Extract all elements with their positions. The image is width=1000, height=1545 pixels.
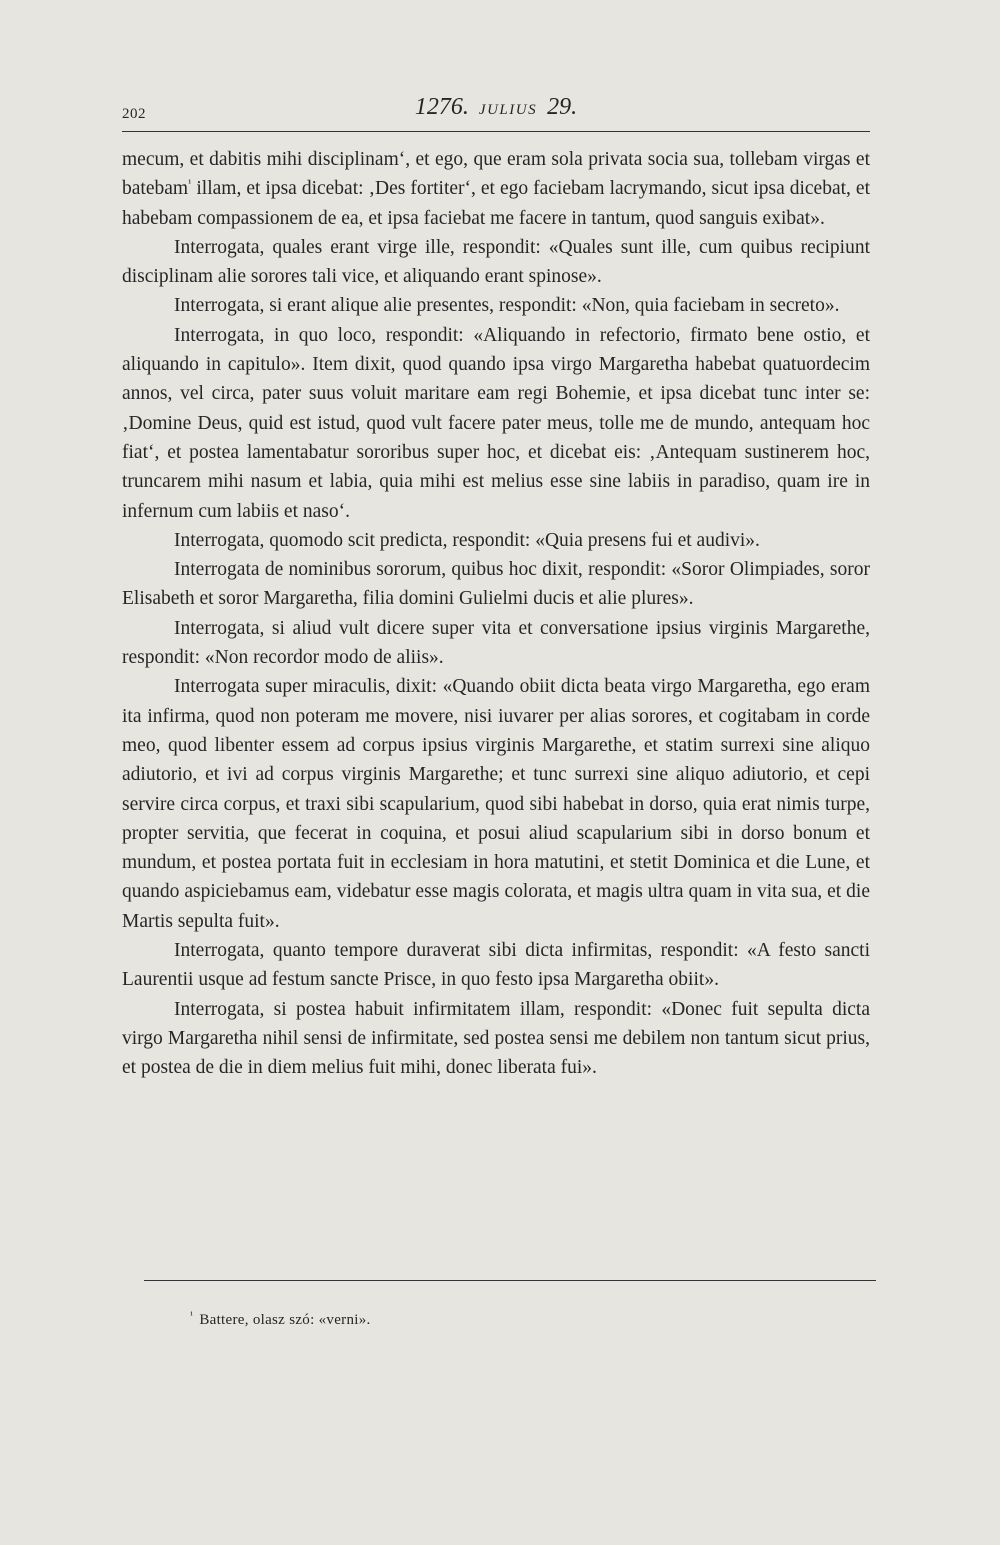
paragraph: Interrogata, si erant alique alie presentes, respondit: «Non, quia faciebam in secreto».	[174, 295, 840, 317]
paragraph: Interrogata, si aliud vult dicere super vita et conversatione ipsius virginis Margarethe, respondit: «Non recordor modo de aliis».	[122, 617, 870, 669]
paragraph: Interrogata, quomodo scit predicta, respondit: «Quia presens fui et audivi».	[174, 529, 760, 551]
paragraph-text: illam, et ipsa dicebat: ‚Des fortiter‘, et ego faciebam lacrymando, sicut ipsa dicebat, et habebam compassionem de ea, et ipsa faciebat me facere in tantum, quod sanguis exibat».	[122, 178, 870, 229]
paragraph: Interrogata, si postea habuit infirmitatem illam, respondit: «Donec fuit sepulta dicta virgo Margaretha nihil sensi de infirmitate, sed postea sensi me debilem non tantum sicut prius, et postea de die in diem melius fuit mihi, donec liberata fui».	[122, 998, 870, 1079]
footnote	[190, 1310, 371, 1329]
running-title	[122, 94, 870, 121]
running-title-day: 29.	[547, 94, 578, 120]
body-text	[122, 145, 870, 1083]
paragraph-text: mecum, et dabitis mihi disciplinam‘, et ego, que eram sola privata socia sua, tollebam virgas et batebam	[122, 149, 870, 200]
paragraph: Interrogata, quanto tempore duraverat sibi dicta infirmitas, respondit: «A festo sancti Laurentii usque ad festum sancte Prisce, in quo festo ipsa Margaretha obiit».	[122, 940, 870, 991]
footnote-marker: ¹	[190, 1310, 194, 1321]
paragraph	[122, 145, 870, 233]
page-number: 202	[122, 106, 146, 122]
footnote-rule	[144, 1280, 876, 1281]
header-rule	[122, 131, 870, 132]
page-header	[122, 92, 870, 132]
footnote-text: Battere, olasz szó: «verni».	[199, 1312, 371, 1328]
paragraph: Interrogata de nominibus sororum, quibus hoc dixit, respondit: «Soror Olimpiades, soror Elisabeth et soror Margaretha, filia domini Gulielmi ducis et alie plures».	[122, 559, 870, 610]
paragraph: Interrogata, in quo loco, respondit: «Aliquando in refectorio, firmato bene ostio, et aliquando in capitulo». Item dixit, quod quando ipsa virgo Margaretha habebat quatuordecim annos, vel circa, pater suus voluit maritare eam regi Bohemie, et ipsa dicebat tunc inter se: ‚Domine Deus, quid est istud, quod vult facere pater meus, tolle me de mundo, antequam hoc fiat‘, et postea lamentabatur sororibus super hoc, et dicebat eis: ‚Antequam sustinerem hoc, truncarem mihi nasum et labia, quia mihi est melius esse sine labiis in paradiso, quam ire in infernum cum labiis et naso‘.	[122, 324, 870, 522]
paragraph: Interrogata super miraculis, dixit: «Quando obiit dicta beata virgo Margaretha, ego eram ita infirma, quod non poteram me movere, nisi iuvarer per alias sorores, et cogitabam in corde meo, quod libenter essem ad corpus ipsius virginis Margarethe, et statim surrexi sine aliquo adiutorio, et ivi ad corpus virginis Margarethe; et tunc surrexi sine aliquo adiutorio, et cepi servire circa corpus, et traxi sibi scapularium, quod sibi habebat in dorso, quia erat nimis turpe, propter servitia, que fecerat in coquina, et posui aliud scapularium sibi in dorso bonum et mundum, et postea portata fuit in ecclesiam in hora matutini, et stetit Dominica et die Lune, et quando aspiciebamus eam, videbatur esse magis colorata, et magis ultra quam in vita sua, et die Martis sepulta fuit».	[122, 676, 870, 932]
footnote-reference: ¹	[188, 177, 192, 190]
running-title-year: 1276.	[414, 94, 469, 120]
paragraph: Interrogata, quales erant virge ille, respondit: «Quales sunt ille, cum quibus recipiunt disciplinam alie sorores tali vice, et aliquando erant spinose».	[122, 236, 870, 288]
running-title-month: JULIUS	[478, 102, 538, 118]
